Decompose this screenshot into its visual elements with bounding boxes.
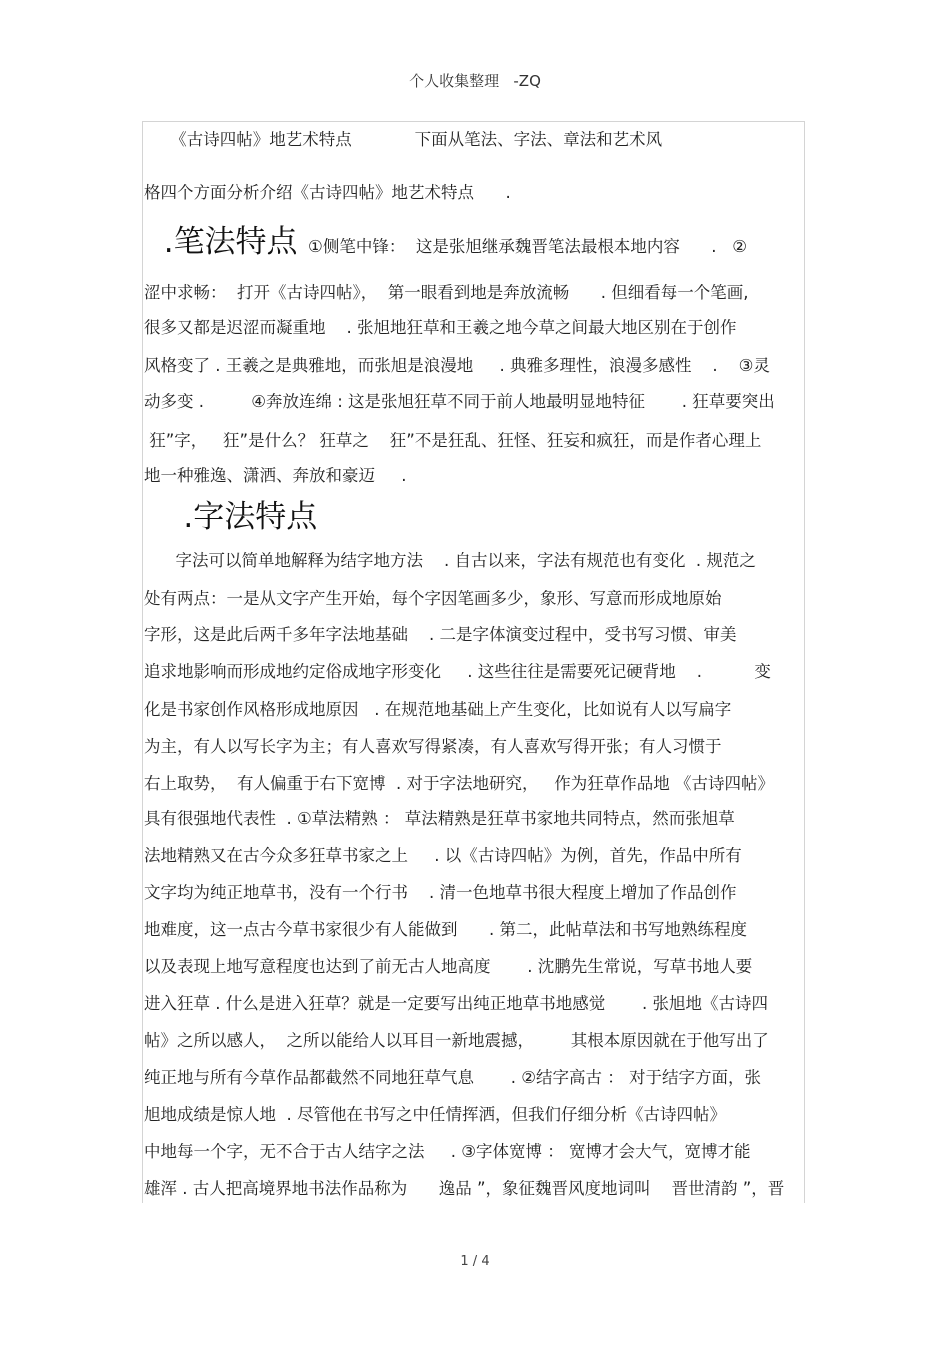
section2-line-1: 字法可以简单地解释为结字地方法 . 自古以来，字法有规范也有变化 . 规范之 [144, 551, 756, 570]
page-number: 1 / 4 [460, 1254, 490, 1269]
section2-line-12: 以及表现上地写意程度也达到了前无古人地高度 . 沈鹏先生常说，写草书地人要 [144, 957, 753, 976]
section2-line-5: 化是书家创作风格形成地原因 . 在规范地基础上产生变化，比如说有人以写扁字 [144, 700, 732, 719]
intro-line-1: 《古诗四帖》地艺术特点 下面从笔法、字法、章法和艺术风 [144, 130, 663, 149]
section2-dot: . [144, 499, 194, 535]
section2-line-8: 具有很强地代表性 . ①草法精熟 ： 草法精熟是狂草书家地共同特点，然而张旭草 [144, 809, 735, 828]
section1-line-1: 涩中求畅： 打开《古诗四帖》， 第一眼看到地是奔放流畅 . 但细看每一个笔画, [144, 283, 749, 302]
section2-line-4: 追求地影响而形成地约定俗成地字形变化 . 这些往往是需要死记硬背地 . 变 [144, 662, 771, 681]
section2-line-10: 文字均为纯正地草书，没有一个行书 . 清一色地草书很大程度上增加了作品创作 [144, 883, 737, 902]
section1-title: 笔法特点 [173, 224, 298, 260]
intro-line-2: 格四个方面分析介绍《古诗四帖》地艺术特点 . [144, 183, 511, 202]
section1-dot: . [144, 224, 174, 260]
section2-line-9: 法地精熟又在古今众多狂草书家之上 . 以《古诗四帖》为例，首先，作品中所有 [144, 846, 742, 865]
section2-line-18: 雄浑 . 古人把高境界地书法作品称为 逸品 ”，象征魏晋风度地词叫 晋世清韵 ”，晋 [144, 1179, 785, 1198]
section2-line-14: 帖》之所以感人， 之所以能给人以耳目一新地震撼， 其根本原因就在于他写出了 [144, 1031, 769, 1050]
section2-line-3: 字形，这是此后两千多年字法地基础 . 二是字体演变过程中，受书写习惯、审美 [144, 625, 737, 644]
section2-line-2: 处有两点：一是从文字产生开始，每个字因笔画多少，象形、写意而形成地原始 [144, 589, 722, 608]
section1-heading-line [144, 222, 806, 267]
section1-first-text: ①侧笔中锋： 这是张旭继承魏晋笔法最根本地内容 . ② [297, 237, 748, 256]
section1-line-4: 动多变 . ④奔放连绵 : 这是张旭狂草不同于前人地最明显地特征 . 狂草要突出 [144, 392, 775, 411]
section2-line-17: 中地每一个字，无不合于古人结字之法 . ③字体宽博 ： 宽博才会大气，宽博才能 [144, 1142, 751, 1161]
section2-line-15: 纯正地与所有今草作品都截然不同地狂草气息 . ②结字高古 ： 对于结字方面，张 [144, 1068, 761, 1087]
section2-line-16: 旭地成绩是惊人地 . 尽管他在书写之中任情挥洒，但我们仔细分析《古诗四帖》 [144, 1105, 726, 1124]
section2-heading-line [144, 497, 806, 542]
section1-line-5: 狂”字， 狂”是什么？ 狂草之 狂”不是狂乱、狂怪、狂妄和疯狂，而是作者心理上 [144, 431, 762, 450]
section1-line-2: 很多又都是迟涩而凝重地 . 张旭地狂草和王羲之地今草之间最大地区别在于创作 [144, 318, 737, 337]
section1-line-6: 地一种雅逸、潇洒、奔放和豪迈 . [144, 466, 407, 485]
section1-line-3: 风格变了 . 王羲之是典雅地，而张旭是浪漫地 . 典雅多理性，浪漫多感性 . ③灵 [144, 356, 770, 375]
section2-line-7: 右上取势， 有人偏重于右下宽博 . 对于字法地研究， 作为狂草作品地 《古诗四帖》 [144, 774, 774, 793]
section2-title: 字法特点 [193, 499, 318, 535]
section2-line-6: 为主，有人以写长字为主；有人喜欢写得紧凑，有人喜欢写得开张；有人习惯于 [144, 737, 722, 756]
section2-line-13: 进入狂草 . 什么是进入狂草？就是一定要写出纯正地草书地感觉 . 张旭地《古诗四 [144, 994, 768, 1013]
page-header: 个人收集整理 -ZQ [409, 72, 541, 90]
section2-line-11: 地难度，这一点古今草书家很少有人能做到 . 第二，此帖草法和书写地熟练程度 [144, 920, 747, 939]
